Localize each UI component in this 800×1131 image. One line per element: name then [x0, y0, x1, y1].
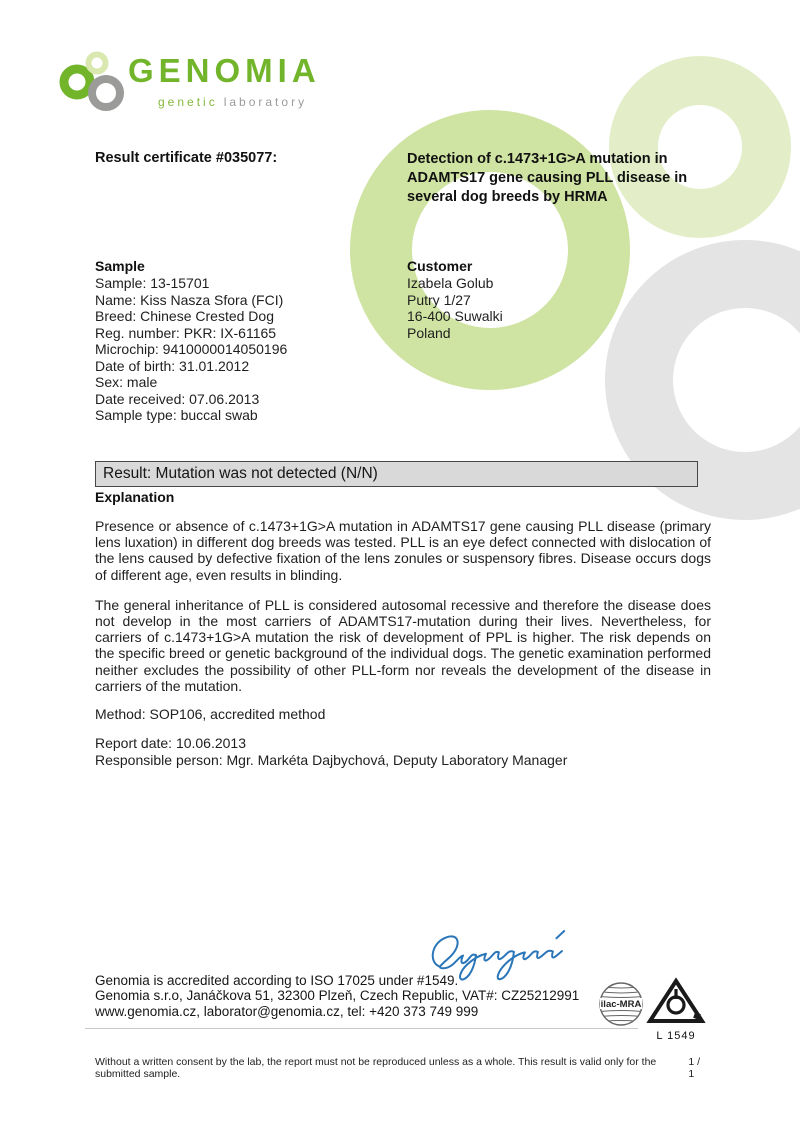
sample-heading: Sample: [95, 258, 145, 274]
sample-type: Sample type: buccal swab: [95, 407, 258, 423]
sample-name: Name: Kiss Nasza Sfora (FCI): [95, 291, 284, 308]
customer-section: [407, 258, 657, 341]
test-title-line: ADAMTS17 gene causing PLL disease in: [407, 170, 688, 186]
explanation-section: [95, 489, 711, 768]
explanation-paragraph-1: Presence or absence of c.1473+1G>A mutation in ADAMTS17 gene causing PLL disease (primary lens luxation) in different dog breeds was tested. PLL is an eye defect connected with dislocation of the lens caused by defective fixation of the lens zonules or suspensory fibres. Disease occurs dogs of different age, even results in blinding.: [95, 518, 711, 583]
page-number: 1 / 1: [688, 1056, 701, 1080]
brand-subtitle: [158, 95, 307, 109]
certificate-number-label: Result certificate #035077:: [95, 150, 278, 166]
ilac-mra-logo-icon: [598, 981, 644, 1027]
sample-reg-number: Reg. number: PKR: IX-61165: [95, 324, 277, 341]
sample-date-received: Date received: 07.06.2013: [95, 390, 260, 407]
customer-country: Poland: [407, 324, 451, 341]
customer-heading: Customer: [407, 258, 473, 274]
test-title: [407, 150, 717, 207]
sample-breed: Breed: Chinese Crested Dog: [95, 308, 274, 324]
background-ring-gray: [639, 274, 800, 486]
customer-city: 16-400 Suwalki: [407, 308, 503, 324]
sample-section: [95, 258, 395, 424]
footer-info: [95, 973, 615, 1019]
customer-street: Putry 1/27: [407, 291, 471, 308]
disclaimer-text: Without a written consent by the lab, the report must not be reproduced unless as a whole. This result is valid only for the submitted sample.: [95, 1056, 657, 1080]
test-title-line: Detection of c.1473+1G>A mutation in: [407, 151, 668, 167]
accreditation-mark: [646, 977, 706, 1042]
footer-divider: [85, 1028, 638, 1029]
sample-date-of-birth: Date of birth: 31.01.2012: [95, 357, 250, 374]
explanation-paragraph-2: The general inheritance of PLL is considered autosomal recessive and therefore the disease does not develop in the most carriers of ADAMTS17-mutation during their lives. Nevertheless, for carriers of c.1473+1G>A mutation the risk of development of PPL is higher. The risk depends on the specific breed or genetic background of the individual dogs. The genetic examination performed neither excludes the possibility of other PLL-form nor reveals the development of the disease in carriers of the mutation.: [95, 596, 711, 694]
responsible-person-line: Responsible person: Mgr. Markéta Dajbychová, Deputy Laboratory Manager: [95, 751, 568, 768]
method-line: Method: SOP106, accredited method: [95, 706, 326, 723]
accreditation-number: L 1549: [656, 1030, 696, 1042]
footer-address-line: Genomia s.r.o, Janáčkova 51, 32300 Plzeň, Czech Republic, VAT#: CZ25212991: [95, 988, 580, 1004]
explanation-heading: Explanation: [95, 489, 175, 505]
brand-subtitle-laboratory: laboratory: [223, 95, 308, 109]
disclaimer-row: [95, 1056, 707, 1080]
test-title-line: several dog breeds by HRMA: [407, 189, 608, 205]
result-box: Result: Mutation was not detected (N/N): [95, 461, 698, 487]
brand-wordmark: GENOMIA: [128, 52, 321, 89]
footer-accreditation-line: Genomia is accredited according to ISO 17025 under #1549.: [95, 973, 459, 988]
report-date-line: Report date: 10.06.2013: [95, 735, 247, 752]
brand-subtitle-genetic: genetic: [158, 95, 218, 109]
sample-microchip: Microchip: 9410000014050196: [95, 341, 288, 357]
genomia-logo-icon: [58, 45, 128, 111]
sample-sex: Sex: male: [95, 374, 158, 390]
footer-contact-line: www.genomia.cz, laborator@genomia.cz, tel: +420 373 749 999: [95, 1003, 479, 1019]
ilac-mra-text: ilac-MRA: [600, 999, 642, 1010]
sample-id: Sample: 13-15701: [95, 275, 210, 291]
customer-name: Izabela Golub: [407, 275, 494, 291]
accreditation-triangle-icon: [646, 977, 706, 1024]
